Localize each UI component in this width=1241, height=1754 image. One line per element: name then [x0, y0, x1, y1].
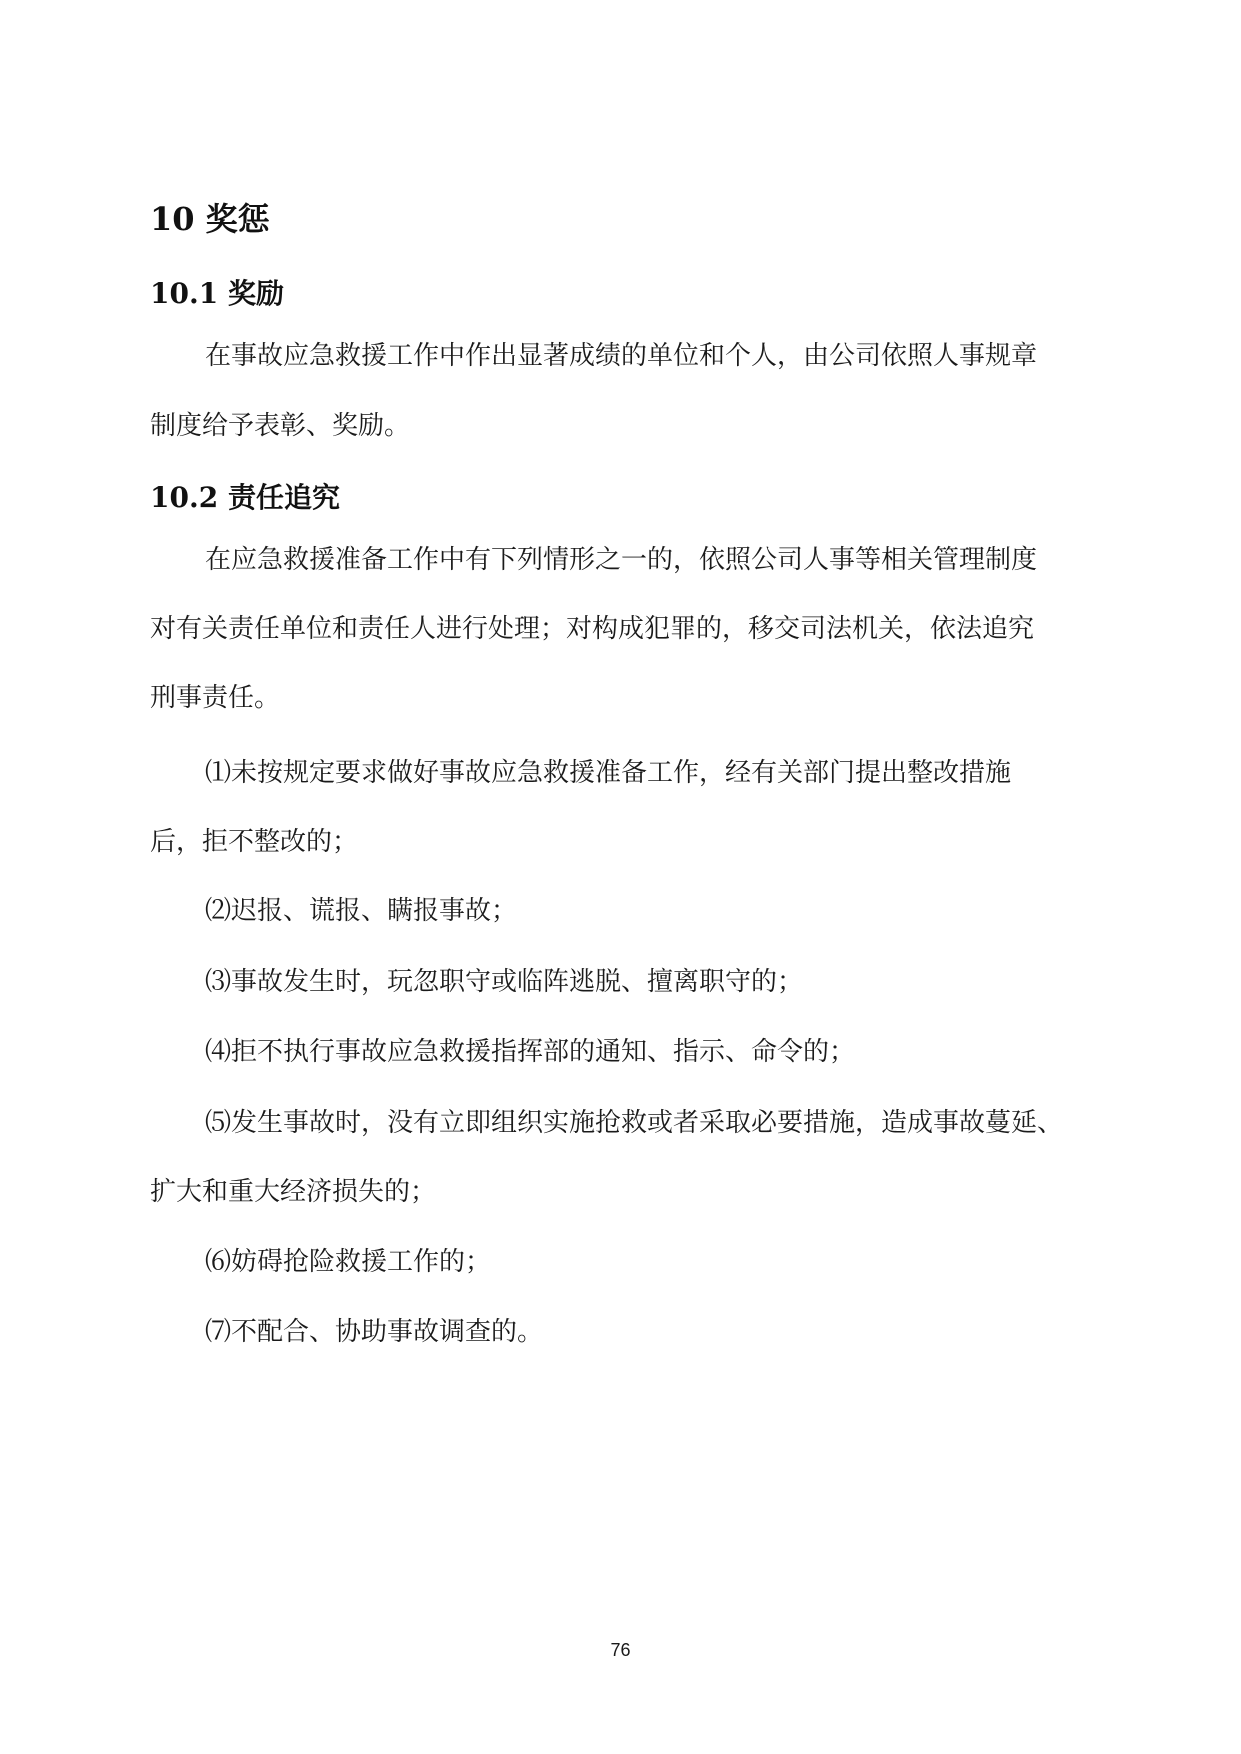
page-number: 76: [610, 1640, 631, 1660]
list-item: ⑺不配合、协助事故调查的。: [205, 1317, 544, 1347]
subsection-heading-accountability: 10.2 责任追究: [150, 481, 340, 514]
list-item-continuation: 后，拒不整改的；: [150, 827, 359, 857]
paragraph-line: 对有关责任单位和责任人进行处理；对构成犯罪的，移交司法机关，依法追究: [150, 614, 1035, 644]
list-item: ⑷拒不执行事故应急救援指挥部的通知、指示、命令的；: [205, 1037, 856, 1067]
list-item: ⑴未按规定要求做好事故应急救援准备工作，经有关部门提出整改措施: [205, 758, 1012, 788]
section-heading: 10 奖惩: [150, 200, 270, 238]
paragraph-line: 在事故应急救援工作中作出显著成绩的单位和个人，由公司依照人事规章: [205, 341, 1038, 371]
list-item: ⑸发生事故时，没有立即组织实施抢救或者采取必要措施，造成事故蔓延、: [205, 1108, 1064, 1138]
paragraph-line: 刑事责任。: [150, 683, 281, 713]
list-item: ⑵迟报、谎报、瞒报事故；: [205, 896, 518, 926]
list-item-continuation: 扩大和重大经济损失的；: [150, 1177, 437, 1207]
paragraph-line: 在应急救援准备工作中有下列情形之一的，依照公司人事等相关管理制度: [205, 545, 1038, 575]
list-item: ⑶事故发生时，玩忽职守或临阵逃脱、擅离职守的；: [205, 967, 804, 997]
paragraph-line: 制度给予表彰、奖励。: [150, 411, 411, 441]
subsection-heading-reward: 10.1 奖励: [150, 277, 284, 310]
list-item: ⑹妨碍抢险救援工作的；: [205, 1247, 492, 1277]
